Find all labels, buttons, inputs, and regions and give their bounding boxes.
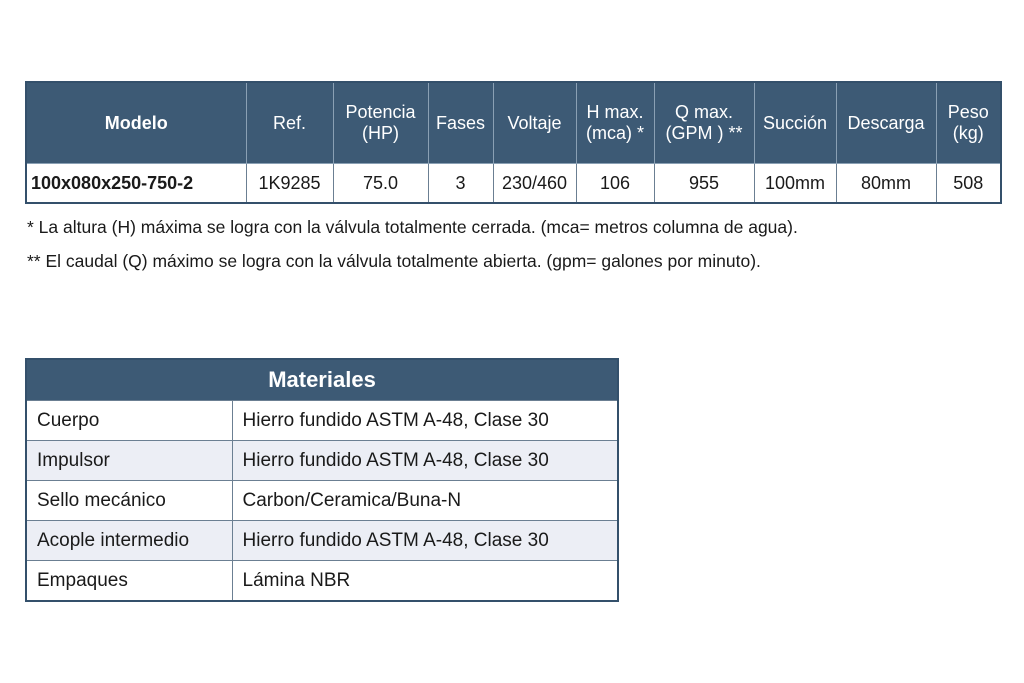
header-qmax-line2: (GPM ) ** [665,123,743,143]
cell-potencia: 75.0 [333,164,428,204]
header-hmax [576,82,654,164]
materials-title: Materiales [26,359,618,401]
cell-descarga: 80mm [836,164,936,204]
cell-peso: 508 [936,164,1001,204]
materials-table [25,358,619,602]
table-row [26,481,618,521]
header-potencia [333,82,428,164]
header-descarga: Descarga [836,82,936,164]
table-row [26,401,618,441]
header-ref: Ref. [246,82,333,164]
cell-succion: 100mm [754,164,836,204]
material-part: Sello mecánico [26,481,232,521]
material-part: Acople intermedio [26,521,232,561]
table-row [26,561,618,602]
material-value: Carbon/Ceramica/Buna-N [232,481,618,521]
specs-table [25,81,1002,204]
cell-ref: 1K9285 [246,164,333,204]
header-qmax [654,82,754,164]
header-peso-line2: (kg) [952,123,984,143]
specs-header-row [26,82,1001,164]
footnote-flow: ** El caudal (Q) máximo se logra con la válvula totalmente abierta. (gpm= galones por minuto). [27,251,761,271]
header-potencia-line2: (HP) [362,123,399,143]
material-value: Lámina NBR [232,561,618,602]
material-part: Impulsor [26,441,232,481]
material-part: Cuerpo [26,401,232,441]
header-hmax-line1: H max. [586,102,644,122]
header-voltaje: Voltaje [493,82,576,164]
header-peso-line1: Peso [947,102,989,122]
header-qmax-line1: Q max. [674,102,733,122]
footnotes [27,210,798,278]
header-fases: Fases [428,82,493,164]
cell-fases: 3 [428,164,493,204]
table-row [26,521,618,561]
header-potencia-line1: Potencia [345,102,416,122]
header-hmax-line2: (mca) * [586,123,644,143]
footnote-height: * La altura (H) máxima se logra con la válvula totalmente cerrada. (mca= metros columna de agua). [27,217,798,237]
cell-qmax: 955 [654,164,754,204]
cell-voltaje: 230/460 [493,164,576,204]
cell-modelo: 100x080x250-750-2 [26,164,246,204]
material-part: Empaques [26,561,232,602]
header-peso [936,82,1001,164]
header-succion: Succión [754,82,836,164]
material-value: Hierro fundido ASTM A-48, Clase 30 [232,401,618,441]
header-modelo: Modelo [26,82,246,164]
materials-header-row [26,359,618,401]
cell-hmax: 106 [576,164,654,204]
material-value: Hierro fundido ASTM A-48, Clase 30 [232,441,618,481]
table-row [26,164,1001,204]
material-value: Hierro fundido ASTM A-48, Clase 30 [232,521,618,561]
table-row [26,441,618,481]
